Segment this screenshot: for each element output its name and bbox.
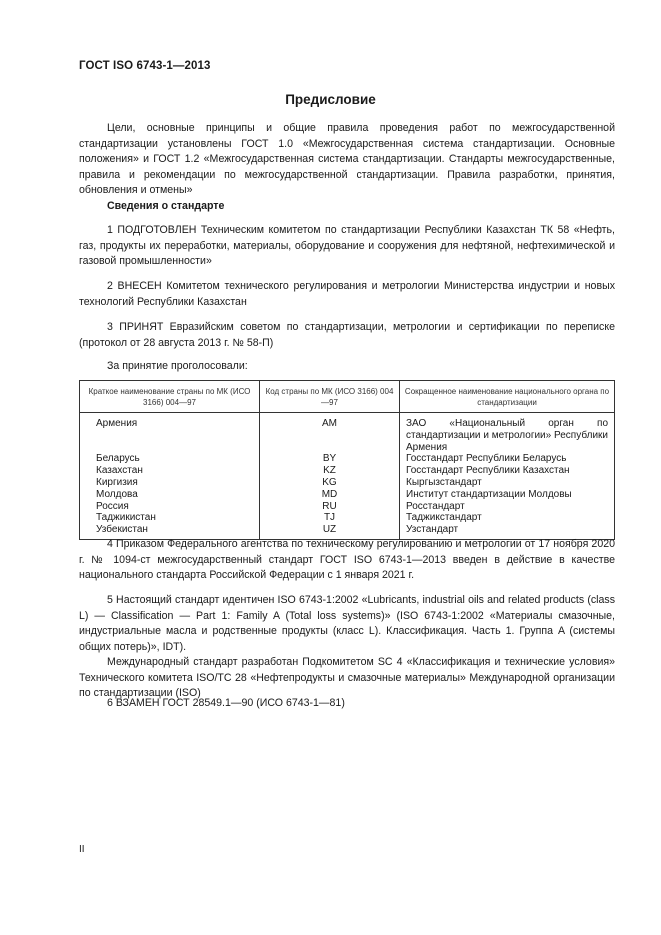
item-4-block [79,537,615,584]
header-country: Краткое наименование страны по МК (ИСО 3166) 004—97 [80,381,260,413]
item-5-note-paragraph: Международный стандарт разработан Подкомитетом SC 4 «Классификация и технические условия» Технического комитета ISO/TC 28 «Нефтепродукты и смазочные материалы» Международной организации по стандартизации (ISO) [79,656,615,699]
cell-org: Кыргызстандарт [400,477,615,489]
cell-country: Таджикистан [80,512,260,524]
item-4-paragraph: 4 Приказом Федерального агентства по техническому регулированию и метрологии от 17 ноября 2020 г. № 1094-ст межгосударственный стандарт ГОСТ ISO 6743-1—2013 введен в действие в качестве национального стандарта Российской Федерации с 1 января 2021 г. [79,538,615,581]
table-header-row [80,381,615,413]
member-states-table [79,380,615,540]
cell-org: Госстандарт Республики Казахстан [400,465,615,477]
table-row [80,413,615,454]
item-1-block [79,223,615,270]
header-org: Сокращенное наименование национального органа по стандартизации [400,381,615,413]
section-heading: Сведения о стандарте [107,200,225,212]
cell-code: UZ [260,524,400,539]
cell-code: MD [260,489,400,501]
cell-org: Институт стандартизации Молдовы [400,489,615,501]
table-row [80,489,615,501]
cell-country: Армения [80,413,260,454]
table-row [80,453,615,465]
document-code: ГОСТ ISO 6743-1—2013 [79,60,211,72]
cell-org: ЗАО «Национальный орган по стандартизации и метрологии» Республики Армения [400,413,615,454]
item-5-paragraph: 5 Настоящий стандарт идентичен ISO 6743-1:2002 «Lubricants, industrial oils and related products (class L) — Classification — Part 1: Family A (Total loss systems)» (ISO 6743-1:2002 «Материалы смазочные, индустриальные масла и родственные продукты (класс L). Классификация. Часть 1. Группа A (системы общих потерь)», IDT). [79,594,615,653]
cell-country: Узбекистан [80,524,260,539]
cell-country: Казахстан [80,465,260,477]
cell-org: Таджикстандарт [400,512,615,524]
cell-code: TJ [260,512,400,524]
item-5-block [79,593,615,702]
table-row [80,512,615,524]
intro-block [79,121,615,199]
cell-org: Узстандарт [400,524,615,539]
cell-code: KG [260,477,400,489]
header-code: Код страны по МК (ИСО 3166) 004—97 [260,381,400,413]
table-row [80,465,615,477]
table-row [80,477,615,489]
cell-country: Россия [80,501,260,513]
table-row [80,501,615,513]
cell-code: RU [260,501,400,513]
item-6-paragraph: 6 ВЗАМЕН ГОСТ 28549.1—90 (ИСО 6743-1—81) [107,697,345,709]
votes-label: За принятие проголосовали: [107,360,248,372]
cell-country: Беларусь [80,453,260,465]
item-2-paragraph: 2 ВНЕСЕН Комитетом технического регулирования и метрологии Министерства индустрии и новых технологий Республики Казахстан [79,280,615,308]
intro-paragraph: Цели, основные принципы и общие правила проведения работ по межгосударственной стандартизации установлены ГОСТ 1.0 «Межгосударственная система стандартизации. Основные положения» и ГОСТ 1.2 «Межгосударственная система стандартизации. Стандарты межгосударственные, правила и рекомендации по межгосударственной стандартизации. Правила разработки, принятия, обновления и отмены» [79,122,615,196]
item-3-block [79,320,615,351]
item-1-paragraph: 1 ПОДГОТОВЛЕН Техническим комитетом по стандартизации Республики Казахстан ТК 58 «Нефть, газ, продукты их переработки, материалы, оборудование и сооружения для нефтяной, нефтехимической и газовой промышленности» [79,224,615,267]
cell-country: Киргизия [80,477,260,489]
cell-code: AM [260,413,400,454]
item-2-block [79,279,615,310]
cell-org: Госстандарт Республики Беларусь [400,453,615,465]
cell-country: Молдова [80,489,260,501]
cell-code: BY [260,453,400,465]
cell-org: Росстандарт [400,501,615,513]
cell-code: KZ [260,465,400,477]
item-3-paragraph: 3 ПРИНЯТ Евразийским советом по стандартизации, метрологии и сертификации по переписке (протокол от 28 августа 2013 г. № 58-П) [79,321,615,349]
item-6-block [79,696,615,712]
page-number: II [79,844,85,855]
page-title: Предисловие [285,92,376,107]
